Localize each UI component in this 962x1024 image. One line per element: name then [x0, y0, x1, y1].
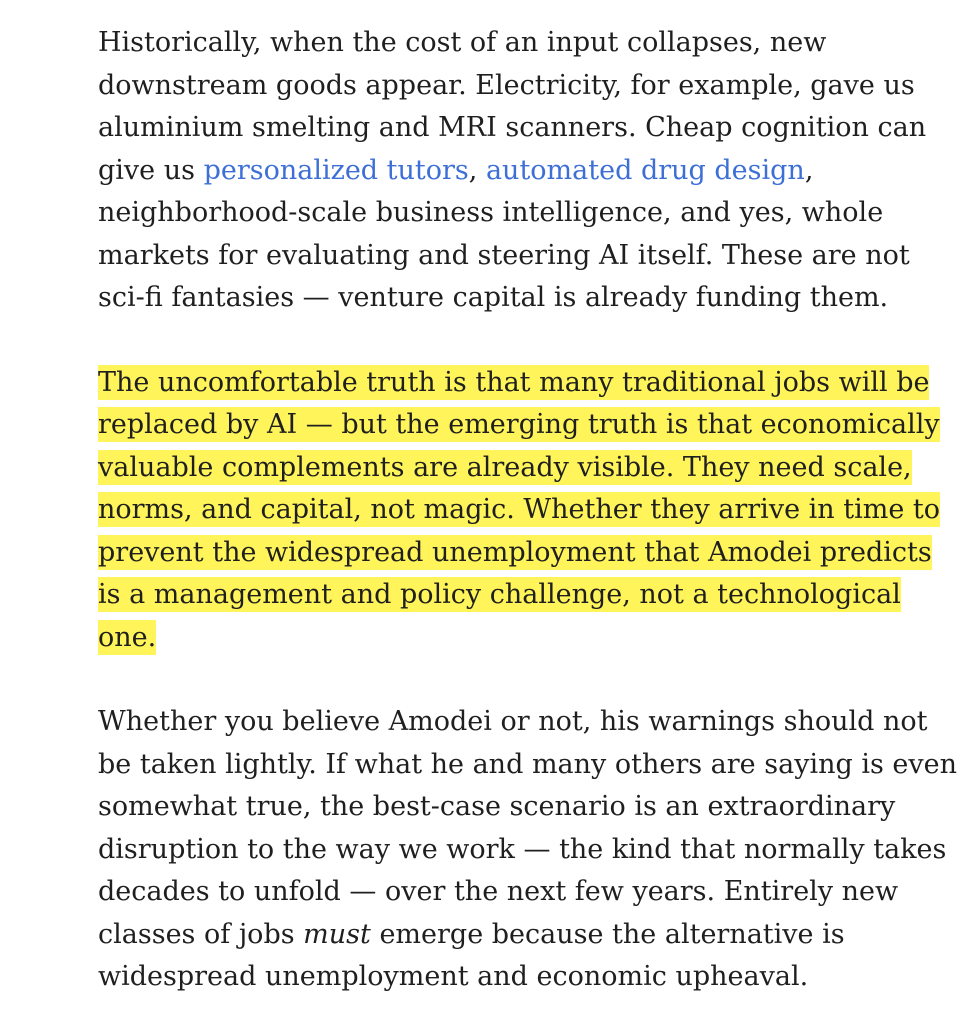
text-line: widespread unemployment and economic upheaval. — [98, 961, 809, 992]
text-fragment: give us — [98, 154, 204, 186]
text-fragment: classes of jobs — [98, 918, 304, 950]
text-fragment: emerge because the alternative is — [370, 918, 845, 950]
highlight-mark: valuable complements are already visible. They need scale, — [98, 451, 912, 483]
text-line: markets for evaluating and steering AI itself. These are not — [98, 239, 910, 271]
highlighted-line — [98, 447, 918, 490]
highlighted-paragraph[interactable] — [98, 362, 940, 660]
highlight-mark: prevent the widespread unemployment that Amodei predicts — [98, 536, 932, 568]
automated-drug-design-link[interactable]: automated drug design — [485, 154, 805, 186]
text-line: decades to unfold — over the next few years. Entirely new — [98, 876, 899, 907]
highlight-mark: replaced by AI — but the emerging truth is that economically — [98, 409, 940, 440]
text-fragment: , — [468, 154, 486, 186]
highlighted-line — [98, 362, 930, 405]
emphasis-must: must — [303, 918, 371, 950]
paragraph-spacer — [98, 659, 918, 701]
text-line-with-emphasis — [98, 914, 918, 957]
paragraph-input-costs — [98, 22, 927, 320]
highlighted-line — [98, 404, 940, 447]
text-line: disruption to the way we work — the kind that normally takes — [98, 833, 947, 865]
text-line: neighborhood-scale business intelligence, and yes, whole — [98, 197, 884, 228]
text-line: Historically, when the cost of an input collapses, new — [98, 27, 827, 58]
text-line: somewhat true, the best-case scenario is an extraordinary — [98, 791, 896, 822]
paragraph-spacer — [98, 320, 918, 362]
highlight-mark: one. — [98, 621, 157, 653]
highlighted-line — [98, 489, 940, 532]
article-body — [98, 22, 958, 999]
highlighted-line — [98, 532, 932, 575]
text-line: downstream goods appear. Electricity, for example, gave us — [98, 69, 915, 101]
highlighted-line — [98, 617, 918, 660]
paragraph-amodei-warnings — [98, 701, 958, 999]
personalized-tutors-link[interactable]: personalized tutors — [203, 154, 469, 186]
text-line: Whether you believe Amodei or not, his warnings should not — [98, 706, 928, 737]
text-fragment: , — [804, 154, 814, 186]
text-line-with-links — [98, 150, 918, 193]
highlight-mark: is a management and policy challenge, not a technological — [98, 579, 901, 610]
text-line: aluminium smelting and MRI scanners. Cheap cognition can — [98, 112, 927, 143]
highlight-mark: norms, and capital, not magic. Whether they arrive in time to — [98, 494, 940, 525]
text-line: be taken lightly. If what he and many others are saying is even — [98, 748, 958, 780]
text-line: sci-fi fantasies — venture capital is already funding them. — [98, 282, 889, 313]
highlight-mark: The uncomfortable truth is that many traditional jobs will be — [98, 366, 930, 398]
highlighted-line — [98, 574, 918, 617]
